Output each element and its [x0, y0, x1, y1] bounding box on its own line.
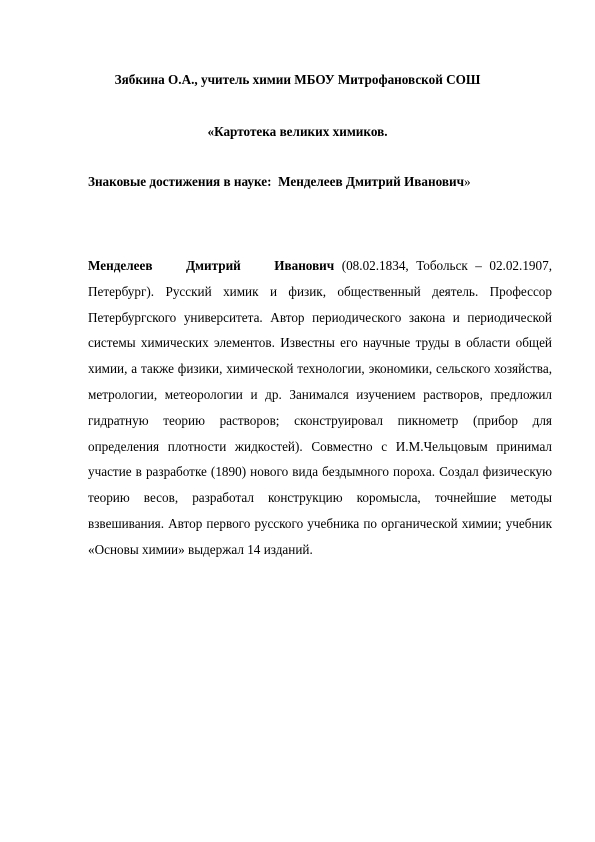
biography-text: (08.02.1834, Тобольск – 02.02.1907, Петербург). Русский химик и физик, общественный деятель. Профессор Петербургского университета. Автор периодического закона и периодической системы химических элементов. Известны его научные труды в области общей химии, а также физики, химической технологии, экономики, сельского хозяйства, метрологии, метеорологии и др. Занимался изучением растворов, предложил гидратную теорию растворов; сконструировал пикнометр (прибор для определения плотности жидкостей). Совместно с И.М.Чельцовым принимал участие в разработке (1890) нового вида бездымного пороха. Создал физическую теорию весов, разработал конструкцию коромысла, точнейшие методы взвешивания. Автор первого русского учебника по органической химии; учебник «Основы химии» выдержал 14 изданий.	[88, 258, 552, 557]
achievements-subject: Менделеев Дмитрий Иванович	[278, 174, 465, 189]
achievements-heading	[88, 174, 471, 190]
scientist-name: Менделеев Дмитрий Иванович	[88, 258, 335, 273]
achievements-label: Знаковые достижения в науке:	[88, 174, 272, 189]
biography-paragraph	[88, 253, 552, 563]
card-file-title: «Картотека великих химиков.	[207, 124, 388, 139]
author-line: Зябкина О.А., учитель химии МБОУ Митрофановской СОШ	[114, 72, 481, 87]
achievements-closing-quote: »	[464, 174, 471, 189]
